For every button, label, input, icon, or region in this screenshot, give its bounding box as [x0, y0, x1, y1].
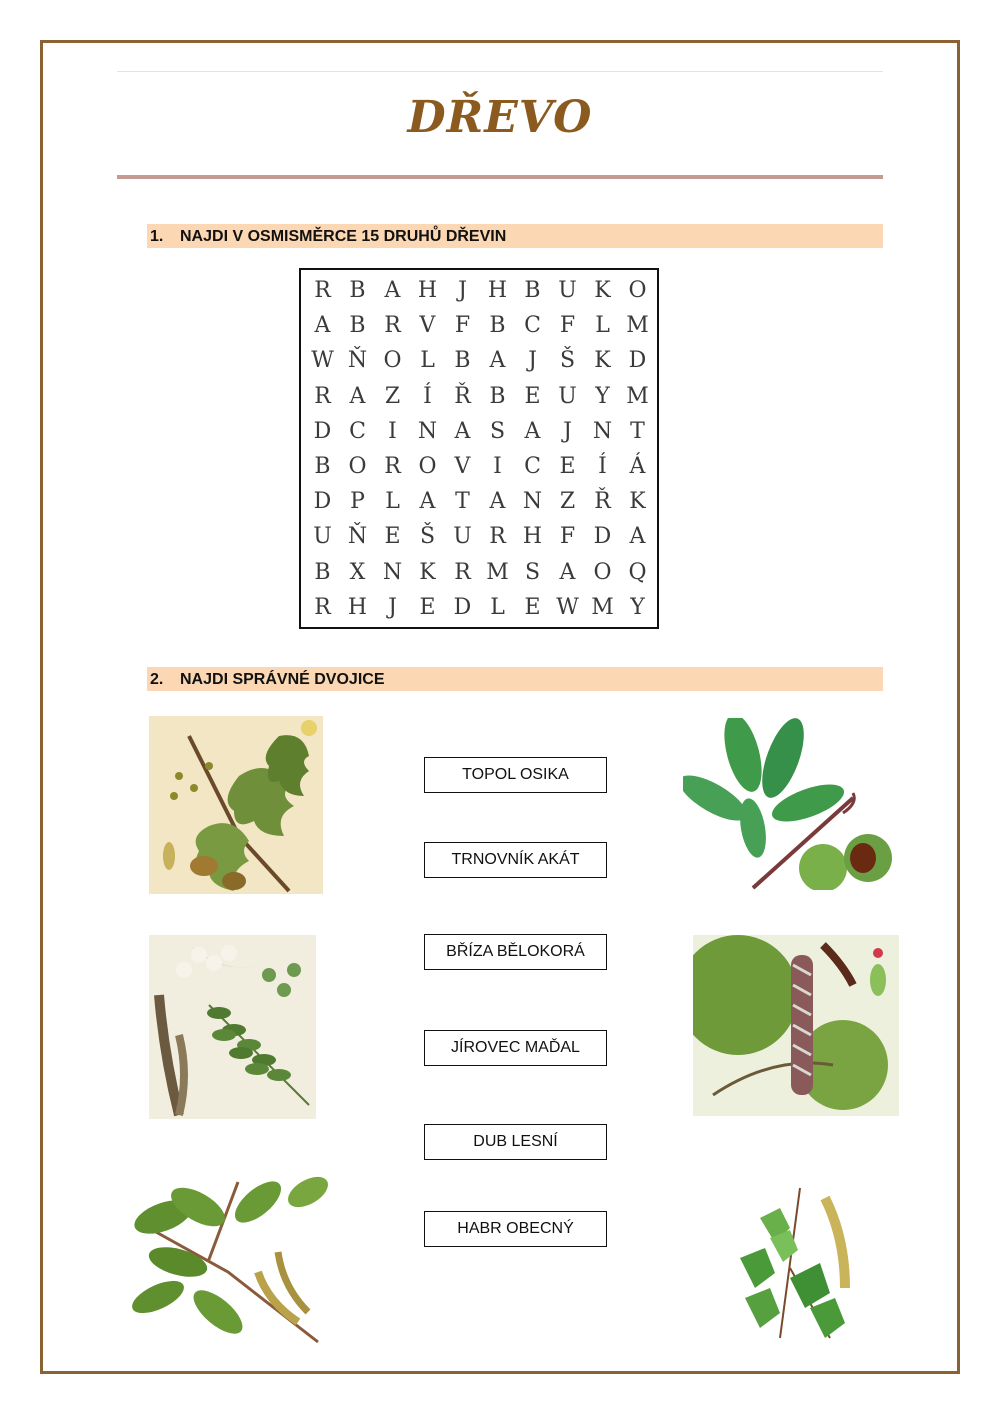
grid-cell[interactable]: Š — [559, 348, 576, 374]
grid-cell[interactable]: L — [385, 489, 400, 515]
grid-cell[interactable]: Q — [628, 559, 647, 585]
grid-cell[interactable]: C — [349, 418, 366, 444]
grid-cell[interactable]: S — [489, 418, 506, 444]
name-box-habr-obecny[interactable]: HABR OBECNÝ — [424, 1211, 607, 1247]
grid-cell[interactable]: V — [454, 454, 471, 480]
robinia-illustration[interactable] — [149, 935, 316, 1119]
name-box-jirovec-madal[interactable]: JÍROVEC MAĎAL — [424, 1030, 607, 1066]
grid-cell[interactable]: D — [453, 594, 472, 620]
name-box-topol-osika[interactable]: TOPOL OSIKA — [424, 757, 607, 793]
word-search-grid — [299, 268, 659, 629]
section-2-heading — [147, 667, 883, 691]
grid-cell[interactable]: A — [454, 418, 471, 444]
grid-cell[interactable]: D — [593, 524, 612, 550]
grid-cell[interactable]: R — [489, 524, 506, 550]
section-2-text: NAJDI SPRÁVNÉ DVOJICE — [180, 671, 385, 688]
grid-cell[interactable]: D — [313, 489, 332, 515]
grid-cell[interactable]: A — [524, 418, 541, 444]
grid-cell[interactable]: B — [314, 559, 331, 585]
grid-cell[interactable]: J — [528, 348, 537, 374]
grid-cell[interactable]: Ň — [347, 524, 368, 550]
grid-cell[interactable]: H — [487, 278, 508, 304]
name-box-trnovnik-akat[interactable]: TRNOVNÍK AKÁT — [424, 842, 607, 878]
grid-cell[interactable]: S — [524, 559, 541, 585]
grid-cell[interactable]: U — [453, 524, 472, 550]
grid-cell[interactable]: A — [314, 313, 331, 339]
birch-illustration[interactable] — [720, 1178, 880, 1344]
grid-cell[interactable]: B — [349, 313, 366, 339]
grid-cell[interactable]: W — [311, 348, 334, 374]
grid-cell[interactable]: O — [628, 278, 647, 304]
grid-cell[interactable]: X — [349, 559, 366, 585]
grid-cell[interactable]: A — [629, 524, 646, 550]
name-box-briza-belokora[interactable]: BŘÍZA BĚLOKORÁ — [424, 934, 607, 970]
grid-cell[interactable]: H — [347, 594, 368, 620]
grid-cell[interactable]: E — [419, 594, 436, 620]
aspen-illustration[interactable] — [693, 935, 899, 1116]
name-box-dub-lesni[interactable]: DUB LESNÍ — [424, 1124, 607, 1160]
grid-cell[interactable]: Ň — [347, 348, 368, 374]
grid-cell[interactable]: Ř — [594, 489, 611, 515]
grid-cell[interactable]: N — [522, 489, 543, 515]
chestnut-illustration[interactable] — [683, 718, 907, 890]
grid-cell[interactable]: K — [419, 559, 436, 585]
grid-cell[interactable]: O — [348, 454, 367, 480]
grid-cell[interactable]: B — [489, 313, 506, 339]
grid-cell[interactable]: A — [489, 489, 506, 515]
grid-cell[interactable]: R — [314, 278, 331, 304]
section-2-number: 2. — [150, 671, 164, 688]
grid-cell[interactable]: C — [524, 454, 541, 480]
grid-cell[interactable]: K — [594, 278, 611, 304]
grid-cell[interactable]: A — [349, 383, 366, 409]
grid-cell[interactable]: Á — [629, 454, 646, 480]
grid-cell[interactable]: M — [591, 594, 614, 620]
grid-cell[interactable]: Ř — [454, 383, 471, 409]
grid-cell[interactable]: A — [384, 278, 401, 304]
grid-cell[interactable]: D — [628, 348, 647, 374]
section-1-heading — [147, 224, 883, 248]
grid-cell[interactable]: Í — [423, 383, 432, 409]
grid-cell[interactable]: U — [558, 278, 577, 304]
grid-cell[interactable]: L — [490, 594, 505, 620]
grid-cell[interactable]: N — [417, 418, 438, 444]
grid-cell[interactable]: E — [524, 383, 541, 409]
section-1-number: 1. — [150, 228, 164, 245]
grid-cell[interactable]: E — [524, 594, 541, 620]
grid-cell[interactable]: F — [559, 524, 576, 550]
grid-cell[interactable]: R — [314, 383, 331, 409]
grid-cell[interactable]: F — [559, 313, 576, 339]
grid-cell[interactable]: R — [384, 313, 401, 339]
grid-cell[interactable]: O — [383, 348, 402, 374]
grid-cell[interactable]: B — [489, 383, 506, 409]
grid-cell[interactable]: M — [486, 559, 509, 585]
grid-cell[interactable]: A — [489, 348, 506, 374]
grid-cell[interactable]: U — [313, 524, 332, 550]
grid-cell[interactable]: Í — [598, 454, 607, 480]
grid-cell[interactable]: Y — [595, 383, 610, 409]
grid-cell[interactable]: V — [419, 313, 436, 339]
grid-cell[interactable]: K — [629, 489, 646, 515]
grid-cell[interactable]: M — [626, 383, 649, 409]
grid-cell[interactable]: J — [388, 594, 397, 620]
title-rule — [117, 175, 883, 179]
grid-cell[interactable]: N — [592, 418, 613, 444]
grid-cell[interactable]: A — [419, 489, 436, 515]
section-1-text: NAJDI V OSMISMĚRCE 15 DRUHŮ DŘEVIN — [180, 228, 507, 245]
hornbeam-illustration[interactable] — [118, 1162, 334, 1348]
oak-illustration[interactable] — [149, 716, 323, 894]
grid-cell[interactable]: R — [454, 559, 471, 585]
grid-cell[interactable]: T — [630, 418, 645, 444]
grid-cell[interactable]: Y — [630, 594, 645, 620]
grid-cell[interactable]: Z — [384, 383, 401, 409]
page-title: DŘEVO — [407, 92, 593, 143]
grid-cell[interactable]: H — [417, 278, 438, 304]
top-rule — [117, 71, 883, 72]
grid-cell[interactable]: E — [384, 524, 401, 550]
grid-cell[interactable]: R — [384, 454, 401, 480]
grid-cell[interactable]: J — [458, 278, 467, 304]
grid-cell[interactable]: I — [493, 454, 502, 480]
grid-cell[interactable]: U — [558, 383, 577, 409]
grid-cell[interactable]: I — [388, 418, 397, 444]
grid-cell[interactable]: P — [350, 489, 365, 515]
grid-cell[interactable]: D — [313, 418, 332, 444]
grid-cell[interactable]: B — [314, 454, 331, 480]
grid-cell[interactable]: H — [522, 524, 543, 550]
grid-cell[interactable]: W — [556, 594, 579, 620]
grid-cell[interactable]: N — [382, 559, 403, 585]
grid-cell[interactable]: O — [593, 559, 612, 585]
grid-cell[interactable]: B — [524, 278, 541, 304]
grid-cell[interactable]: K — [594, 348, 611, 374]
grid-cell[interactable]: A — [559, 559, 576, 585]
grid-cell[interactable]: B — [349, 278, 366, 304]
grid-cell[interactable]: T — [455, 489, 470, 515]
grid-cell[interactable]: M — [626, 313, 649, 339]
grid-cell[interactable]: R — [314, 594, 331, 620]
grid-cell[interactable]: E — [559, 454, 576, 480]
grid-cell[interactable]: B — [454, 348, 471, 374]
grid-cell[interactable]: Z — [559, 489, 576, 515]
grid-cell[interactable]: C — [524, 313, 541, 339]
grid-cell[interactable]: F — [454, 313, 471, 339]
grid-cell[interactable]: L — [595, 313, 610, 339]
grid-cell[interactable]: O — [418, 454, 437, 480]
grid-cell[interactable]: J — [563, 418, 572, 444]
grid-cell[interactable]: Š — [419, 524, 436, 550]
grid-cell[interactable]: L — [420, 348, 435, 374]
